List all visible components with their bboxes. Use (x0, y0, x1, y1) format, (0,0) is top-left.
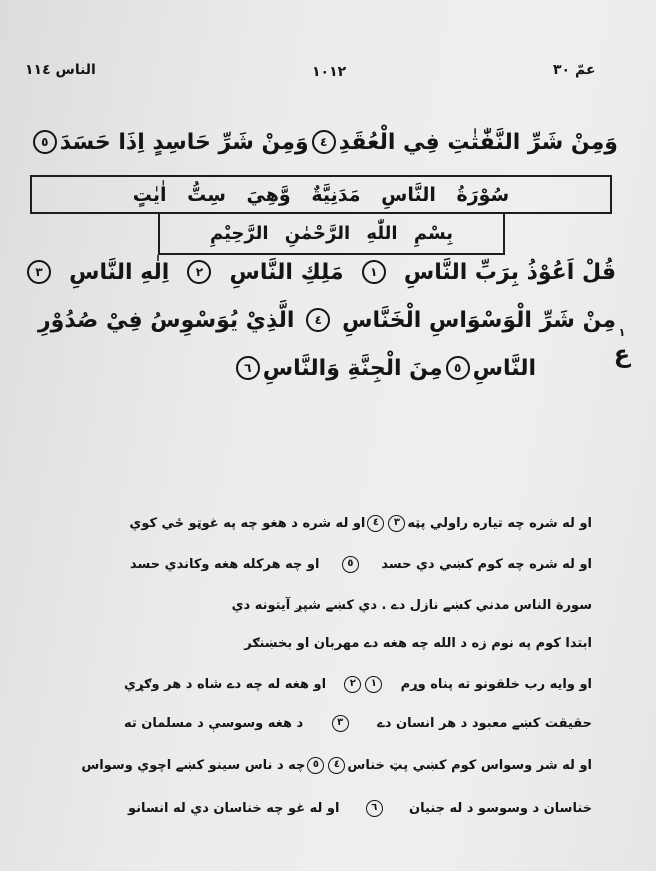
ayah-number: ٥ (33, 130, 57, 154)
translation-text: او وايه رب خلقونو ته پناه وړم (400, 676, 592, 692)
verse-text: النَّاسِ (472, 355, 536, 381)
translation-text: او له غو چه خناسان دي له انسانو (128, 800, 340, 816)
translation-text: او له شره چه کوم کښي دي حسد (381, 556, 592, 572)
translation-text: او له شره د هغو چه په غوټو ځي کوي (129, 515, 366, 531)
verse-text: اِلٰهِ النَّاسِ (69, 259, 170, 285)
ayah-number: ٤ (328, 757, 345, 774)
ayah-number: ٦ (366, 800, 383, 817)
ayah-number-pair (365, 515, 407, 532)
ayah-number: ١ (365, 676, 382, 693)
ayah-number: ٥ (446, 356, 470, 380)
translation-text: ابتدا کوم په نوم زه د الله چه هغه دے مهربان او بخښنګر (244, 635, 592, 651)
translation-text: خناسان د وسوسو د له جنيان (409, 800, 592, 816)
translation-line-5 (124, 668, 592, 700)
translation-text: چه د ناس سينو کښے اچوي وسواس (81, 757, 306, 773)
translation-line-8 (128, 792, 592, 824)
ayah-number: ٣ (388, 515, 405, 532)
ayah-number: ٤ (306, 308, 330, 332)
ayah-number: ٤ (367, 515, 384, 532)
verse-text: وَمِنْ شَرِّ حَاسِدٍ اِذَا حَسَدَ (59, 129, 309, 155)
ayah-number: ٥ (342, 556, 359, 573)
translation-line-4 (164, 627, 592, 659)
translation-text: سورة الناس مدني کښے نازل دے . دي کښے شپږ آيتونه دي (231, 597, 592, 613)
verse-text: الَّذِيْ يُوَسْوِسُ فِيْ صُدُوْرِ (38, 307, 295, 333)
translation-text: او چه هرکله هغه وکاندي حسد (130, 556, 320, 572)
translation-text: او هغه له چه دے شاه د هر وګړي (124, 676, 327, 692)
page-number: ١٠١٢ (312, 64, 347, 80)
ruku-margin-mark (610, 326, 634, 369)
ayah-number: ٣ (27, 260, 51, 284)
verse-text: مِنَ الْجِنَّةِ وَالنَّاسِ (262, 355, 443, 381)
translation-text: د هغه وسوسې د مسلمان ته (124, 715, 304, 731)
ayah-number: ٤ (312, 130, 336, 154)
surah-title-box (30, 175, 612, 214)
ruku-number: ١ (618, 326, 626, 339)
surah-reference: الناس ١١٤ (25, 62, 96, 78)
quran-line-1 (24, 250, 616, 294)
translation-line-6 (124, 707, 592, 739)
bismillah: بِسْمِ اللّٰهِ الرَّحْمٰنِ الرَّحِيْمِ (209, 223, 454, 244)
translation-text: او له شر وسواس کوم کښي پټ خناس (347, 757, 592, 773)
translation-line-7 (81, 749, 592, 781)
ruku-letter: ع (613, 340, 631, 368)
ayah-number: ٢ (187, 260, 211, 284)
surah-title: سُوْرَةُ النَّاسِ مَدَنِيَّةٌ وَّهِيَ سِتُّ اٰيٰتٍ (132, 183, 510, 206)
ayah-number: ٣ (332, 715, 349, 732)
ayah-number-pair (342, 676, 384, 693)
quran-line-2 (38, 298, 616, 342)
quran-line-3 (246, 346, 536, 390)
translation-line-3 (162, 589, 592, 621)
quran-line-falaq-end (41, 120, 618, 164)
ayah-number: ٥ (307, 757, 324, 774)
ayah-number: ٦ (236, 356, 260, 380)
verse-text: مِنْ شَرِّ الْوَسْوَاسِ الْخَنَّاسِ (342, 307, 616, 333)
juz-reference: عمّ ٣٠ (553, 62, 596, 78)
verse-text: وَمِنْ شَرِّ النَّفّٰثٰتِ فِي الْعُقَدِ (338, 129, 618, 155)
translation-line-1 (130, 507, 592, 539)
bismillah-box (158, 212, 505, 255)
verse-text: قُلْ اَعُوْذُ بِرَبِّ النَّاسِ (403, 259, 616, 285)
ayah-number: ٢ (344, 676, 361, 693)
ayah-number: ١ (362, 260, 386, 284)
translation-text: حقيقت کښے معبود د هر انسان دے (377, 715, 592, 731)
verse-text: مَلِكِ النَّاسِ (229, 259, 344, 285)
translation-text: او له شره چه تياره راولي پټه (407, 515, 592, 531)
ayah-number-pair (305, 757, 347, 774)
translation-line-2 (130, 548, 592, 580)
